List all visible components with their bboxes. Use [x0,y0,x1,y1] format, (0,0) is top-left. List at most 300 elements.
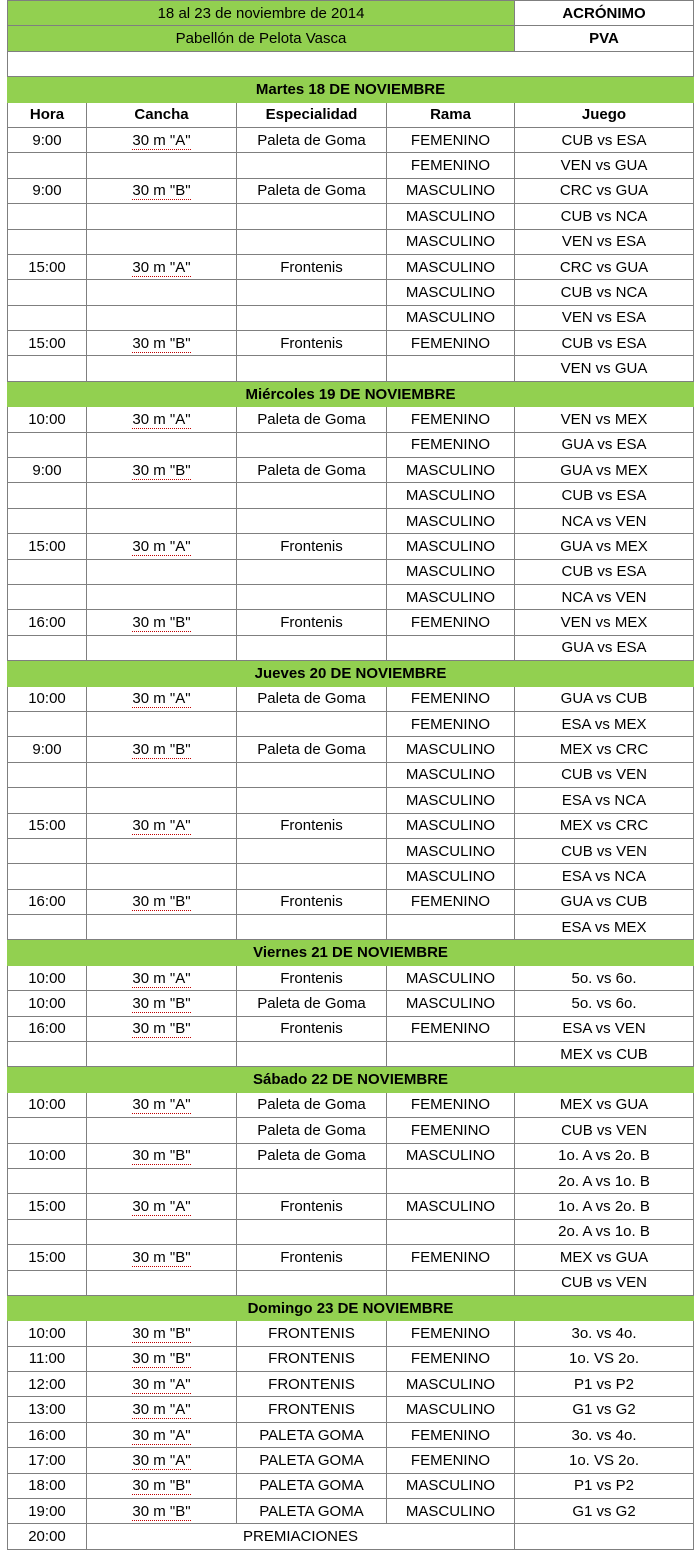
cell-rama [387,1270,515,1295]
cell-hora: 16:00 [8,610,87,635]
cell-esp: Paleta de Goma [237,1092,387,1117]
awards-row [8,1524,694,1549]
cell-juego: P1 vs P2 [515,1473,694,1498]
cell-cancha [87,1092,237,1117]
cell-hora [8,508,87,533]
cell-juego: 1o. A vs 2o. B [515,1143,694,1168]
cell-juego: 1o. VS 2o. [515,1448,694,1473]
table-row [8,864,694,889]
table-row [8,534,694,559]
table-row [8,686,694,711]
cell-esp: FRONTENIS [237,1397,387,1422]
cell-hora [8,584,87,609]
cell-cancha [87,483,237,508]
cell-juego: CUB vs ESA [515,127,694,152]
table-row [8,280,694,305]
cancha-value: 30 m "B" [132,182,191,200]
awards-empty [515,1524,694,1549]
cell-hora [8,1219,87,1244]
cell-esp: Frontenis [237,331,387,356]
cell-juego: VEN vs ESA [515,305,694,330]
cell-juego: CUB vs VEN [515,1270,694,1295]
cancha-value: 30 m "A" [132,258,191,276]
cell-juego: GUA vs MEX [515,534,694,559]
table-row [8,1499,694,1524]
cell-hora: 10:00 [8,965,87,990]
day-title: Sábado 22 DE NOVIEMBRE [8,1067,694,1092]
table-row [8,483,694,508]
cell-cancha [87,1321,237,1346]
cell-rama: FEMENINO [387,1016,515,1041]
cell-rama [387,915,515,940]
table-row [8,153,694,178]
column-header-rama: Rama [387,102,515,127]
table-row [8,178,694,203]
cell-rama: MASCULINO [387,965,515,990]
cell-rama: FEMENINO [387,331,515,356]
cell-rama: MASCULINO [387,1473,515,1498]
table-row [8,838,694,863]
cancha-value: 30 m "B" [132,1248,191,1266]
cell-rama: FEMENINO [387,1346,515,1371]
cancha-value: 30 m "B" [132,1477,191,1495]
cell-cancha [87,864,237,889]
table-row [8,1194,694,1219]
cell-juego: CUB vs ESA [515,559,694,584]
cell-cancha [87,965,237,990]
cell-hora: 16:00 [8,889,87,914]
cell-rama: FEMENINO [387,153,515,178]
event-dates: 18 al 23 de noviembre de 2014 [8,1,515,26]
cell-esp: Paleta de Goma [237,127,387,152]
cell-cancha [87,1346,237,1371]
cell-esp: FRONTENIS [237,1346,387,1371]
cell-cancha [87,1168,237,1193]
day-title: Viernes 21 DE NOVIEMBRE [8,940,694,965]
cell-juego: ESA vs NCA [515,864,694,889]
cell-cancha [87,127,237,152]
cell-hora [8,1042,87,1067]
cell-hora: 12:00 [8,1372,87,1397]
cell-hora: 9:00 [8,127,87,152]
cell-rama: MASCULINO [387,1397,515,1422]
table-row [8,1422,694,1447]
cell-juego: GUA vs ESA [515,432,694,457]
table-row [8,254,694,279]
cell-rama: MASCULINO [387,1499,515,1524]
cell-cancha [87,838,237,863]
cell-esp [237,280,387,305]
cell-hora: 9:00 [8,737,87,762]
cell-esp: Frontenis [237,1016,387,1041]
cell-rama: MASCULINO [387,229,515,254]
table-row [8,1270,694,1295]
cell-hora: 15:00 [8,1194,87,1219]
cell-rama: FEMENINO [387,127,515,152]
cell-rama: MASCULINO [387,483,515,508]
cell-hora: 13:00 [8,1397,87,1422]
cell-rama: MASCULINO [387,508,515,533]
cell-cancha [87,1219,237,1244]
cell-juego: CUB vs VEN [515,1118,694,1143]
cell-cancha [87,1118,237,1143]
cell-juego: G1 vs G2 [515,1397,694,1422]
cell-rama: MASCULINO [387,178,515,203]
cell-rama [387,1042,515,1067]
cell-hora: 18:00 [8,1473,87,1498]
table-row [8,127,694,152]
table-row [8,356,694,381]
cell-cancha [87,559,237,584]
cell-juego: G1 vs G2 [515,1499,694,1524]
cell-cancha [87,534,237,559]
cell-cancha [87,1270,237,1295]
cancha-value: 30 m "B" [132,614,191,632]
cell-cancha [87,1042,237,1067]
cell-rama: FEMENINO [387,1118,515,1143]
cell-hora [8,864,87,889]
cell-rama: MASCULINO [387,762,515,787]
cell-juego: 5o. vs 6o. [515,965,694,990]
cell-hora [8,153,87,178]
table-row [8,635,694,660]
cell-esp: Frontenis [237,813,387,838]
blank-row [8,51,694,76]
cell-cancha [87,1194,237,1219]
cell-rama: MASCULINO [387,559,515,584]
cell-esp [237,1042,387,1067]
day-header-row [8,381,694,406]
day-header-row [8,77,694,102]
cell-esp: FRONTENIS [237,1372,387,1397]
cell-rama: FEMENINO [387,686,515,711]
cell-cancha [87,407,237,432]
cell-cancha [87,229,237,254]
cell-cancha [87,1397,237,1422]
cell-cancha [87,610,237,635]
table-row [8,1397,694,1422]
cell-hora: 10:00 [8,1321,87,1346]
cell-cancha [87,280,237,305]
cell-cancha [87,508,237,533]
table-row [8,559,694,584]
cell-hora [8,635,87,660]
cell-rama: MASCULINO [387,864,515,889]
cell-hora: 10:00 [8,1092,87,1117]
cell-rama [387,356,515,381]
cell-juego: CUB vs VEN [515,762,694,787]
cancha-value: 30 m "A" [132,537,191,555]
cell-juego: VEN vs GUA [515,153,694,178]
cell-hora [8,559,87,584]
day-title: Jueves 20 DE NOVIEMBRE [8,661,694,686]
table-row [8,762,694,787]
cancha-value: 30 m "A" [132,1375,191,1393]
cell-cancha [87,711,237,736]
cell-esp: Paleta de Goma [237,1143,387,1168]
cell-cancha [87,1016,237,1041]
cell-hora: 9:00 [8,458,87,483]
table-row [8,1321,694,1346]
cell-rama: MASCULINO [387,254,515,279]
table-row [8,1372,694,1397]
table-row [8,711,694,736]
cancha-value: 30 m "B" [132,1325,191,1342]
cell-esp [237,1168,387,1193]
cell-cancha [87,889,237,914]
cell-hora [8,838,87,863]
cancha-value: 30 m "B" [132,1147,191,1165]
table-row [8,458,694,483]
day-header-row [8,661,694,686]
cell-juego: 3o. vs 4o. [515,1422,694,1447]
cell-hora: 15:00 [8,331,87,356]
cell-hora: 10:00 [8,1143,87,1168]
table-row [8,584,694,609]
cell-hora: 15:00 [8,534,87,559]
cell-rama: MASCULINO [387,305,515,330]
cell-rama: FEMENINO [387,1448,515,1473]
cell-cancha [87,432,237,457]
cell-rama: FEMENINO [387,432,515,457]
table-row [8,1245,694,1270]
cell-rama [387,1168,515,1193]
cell-rama: MASCULINO [387,991,515,1016]
cancha-value: 30 m "A" [132,1426,191,1444]
cell-cancha [87,1499,237,1524]
cell-cancha [87,788,237,813]
column-header-hora: Hora [8,102,87,127]
cell-rama: FEMENINO [387,407,515,432]
table-row [8,1346,694,1371]
cell-cancha [87,153,237,178]
cell-cancha [87,356,237,381]
cell-rama: FEMENINO [387,1245,515,1270]
cell-hora [8,1168,87,1193]
cell-juego: ESA vs VEN [515,1016,694,1041]
cell-esp [237,356,387,381]
cancha-value: 30 m "B" [132,741,191,759]
column-header-juego: Juego [515,102,694,127]
day-title: Miércoles 19 DE NOVIEMBRE [8,381,694,406]
cell-rama: FEMENINO [387,610,515,635]
cancha-value: 30 m "A" [132,969,191,987]
cell-hora [8,788,87,813]
cell-esp [237,153,387,178]
cell-hora: 10:00 [8,991,87,1016]
cell-esp: Frontenis [237,610,387,635]
cell-juego: MEX vs GUA [515,1092,694,1117]
cell-rama: MASCULINO [387,1143,515,1168]
acronym-value: PVA [515,26,694,51]
cell-hora [8,1118,87,1143]
table-row [8,508,694,533]
table-row [8,1016,694,1041]
table-row [8,1448,694,1473]
cell-juego: ESA vs MEX [515,915,694,940]
table-row [8,788,694,813]
cell-cancha [87,204,237,229]
cell-hora: 17:00 [8,1448,87,1473]
cell-esp [237,204,387,229]
cell-esp [237,788,387,813]
cancha-value: 30 m "A" [132,1401,191,1419]
cell-hora [8,305,87,330]
table-row [8,1219,694,1244]
cancha-value: 30 m "B" [132,334,191,352]
cell-juego: 3o. vs 4o. [515,1321,694,1346]
cell-juego: NCA vs VEN [515,584,694,609]
day-header-row [8,1067,694,1092]
table-row [8,610,694,635]
cancha-value: 30 m "A" [132,1096,191,1114]
cell-rama: MASCULINO [387,280,515,305]
cell-esp: Paleta de Goma [237,178,387,203]
cell-rama: MASCULINO [387,204,515,229]
cell-juego: P1 vs P2 [515,1372,694,1397]
cell-juego: 2o. A vs 1o. B [515,1168,694,1193]
cell-juego: CUB vs ESA [515,483,694,508]
column-header-row [8,102,694,127]
cell-esp [237,229,387,254]
cancha-value: 30 m "A" [132,690,191,708]
cell-juego: MEX vs GUA [515,1245,694,1270]
cell-esp [237,584,387,609]
cell-rama: MASCULINO [387,813,515,838]
cell-esp [237,635,387,660]
cell-esp: PALETA GOMA [237,1499,387,1524]
cell-esp: Frontenis [237,1245,387,1270]
cell-juego: CUB vs VEN [515,838,694,863]
cell-esp: PALETA GOMA [237,1473,387,1498]
column-header-especialidad: Especialidad [237,102,387,127]
table-row [8,1042,694,1067]
cell-hora: 16:00 [8,1016,87,1041]
cell-cancha [87,1245,237,1270]
cell-esp: Paleta de Goma [237,991,387,1016]
cell-esp: Frontenis [237,1194,387,1219]
cell-cancha [87,584,237,609]
cell-cancha [87,991,237,1016]
table-row [8,229,694,254]
cell-juego: ESA vs NCA [515,788,694,813]
cell-juego: MEX vs CRC [515,813,694,838]
cell-hora [8,711,87,736]
cell-esp [237,508,387,533]
table-row [8,305,694,330]
cell-hora [8,280,87,305]
cell-cancha [87,915,237,940]
cell-rama: MASCULINO [387,584,515,609]
cell-cancha [87,1448,237,1473]
cell-juego: MEX vs CUB [515,1042,694,1067]
table-row [8,991,694,1016]
cell-cancha [87,178,237,203]
cell-cancha [87,1372,237,1397]
table-row [8,407,694,432]
cell-hora [8,356,87,381]
cell-esp: PALETA GOMA [237,1422,387,1447]
cell-esp [237,711,387,736]
venue-name: Pabellón de Pelota Vasca [8,26,515,51]
cell-esp: Frontenis [237,534,387,559]
cell-hora: 19:00 [8,1499,87,1524]
cell-rama: MASCULINO [387,534,515,559]
column-header-cancha: Cancha [87,102,237,127]
cell-cancha [87,331,237,356]
cancha-value: 30 m "A" [132,410,191,428]
cell-esp [237,305,387,330]
cell-rama: FEMENINO [387,1321,515,1346]
day-header-row [8,1295,694,1320]
cancha-value: 30 m "A" [132,131,191,149]
cancha-value: 30 m "A" [132,1451,191,1469]
table-row [8,1118,694,1143]
day-header-row [8,940,694,965]
cell-esp [237,762,387,787]
cell-juego: 1o. A vs 2o. B [515,1194,694,1219]
cell-esp [237,838,387,863]
cell-esp [237,915,387,940]
cell-hora [8,432,87,457]
cell-hora: 9:00 [8,178,87,203]
cell-juego: CUB vs ESA [515,331,694,356]
cancha-value: 30 m "B" [132,1502,191,1520]
cell-cancha [87,762,237,787]
cell-juego: 1o. VS 2o. [515,1346,694,1371]
cancha-value: 30 m "B" [132,994,191,1012]
cell-esp: Frontenis [237,889,387,914]
cell-rama: MASCULINO [387,458,515,483]
cell-esp: Frontenis [237,965,387,990]
cell-rama: MASCULINO [387,737,515,762]
cell-juego: VEN vs MEX [515,407,694,432]
cell-hora [8,483,87,508]
cell-hora [8,1270,87,1295]
cell-hora: 15:00 [8,254,87,279]
cell-rama [387,635,515,660]
table-row [8,204,694,229]
cell-esp [237,1270,387,1295]
cell-hora: 15:00 [8,1245,87,1270]
cell-juego: MEX vs CRC [515,737,694,762]
cell-cancha [87,1473,237,1498]
table-row [8,813,694,838]
cell-hora: 16:00 [8,1422,87,1447]
cell-cancha [87,305,237,330]
cell-esp: Paleta de Goma [237,407,387,432]
cell-esp: Paleta de Goma [237,458,387,483]
cancha-value: 30 m "B" [132,461,191,479]
cell-rama: MASCULINO [387,1194,515,1219]
cell-esp: Frontenis [237,254,387,279]
acronym-label: ACRÓNIMO [515,1,694,26]
cell-esp: Paleta de Goma [237,686,387,711]
cell-cancha [87,458,237,483]
cell-juego: GUA vs CUB [515,889,694,914]
cell-cancha [87,737,237,762]
awards-time: 20:00 [8,1524,87,1549]
cell-rama: FEMENINO [387,711,515,736]
schedule-table [7,0,694,1550]
cancha-value: 30 m "B" [132,1350,191,1368]
table-row [8,1092,694,1117]
cancha-value: 30 m "A" [132,1198,191,1216]
cell-rama [387,1219,515,1244]
cancha-value: 30 m "B" [132,893,191,911]
cell-rama: MASCULINO [387,788,515,813]
header-row-venue [8,26,694,51]
